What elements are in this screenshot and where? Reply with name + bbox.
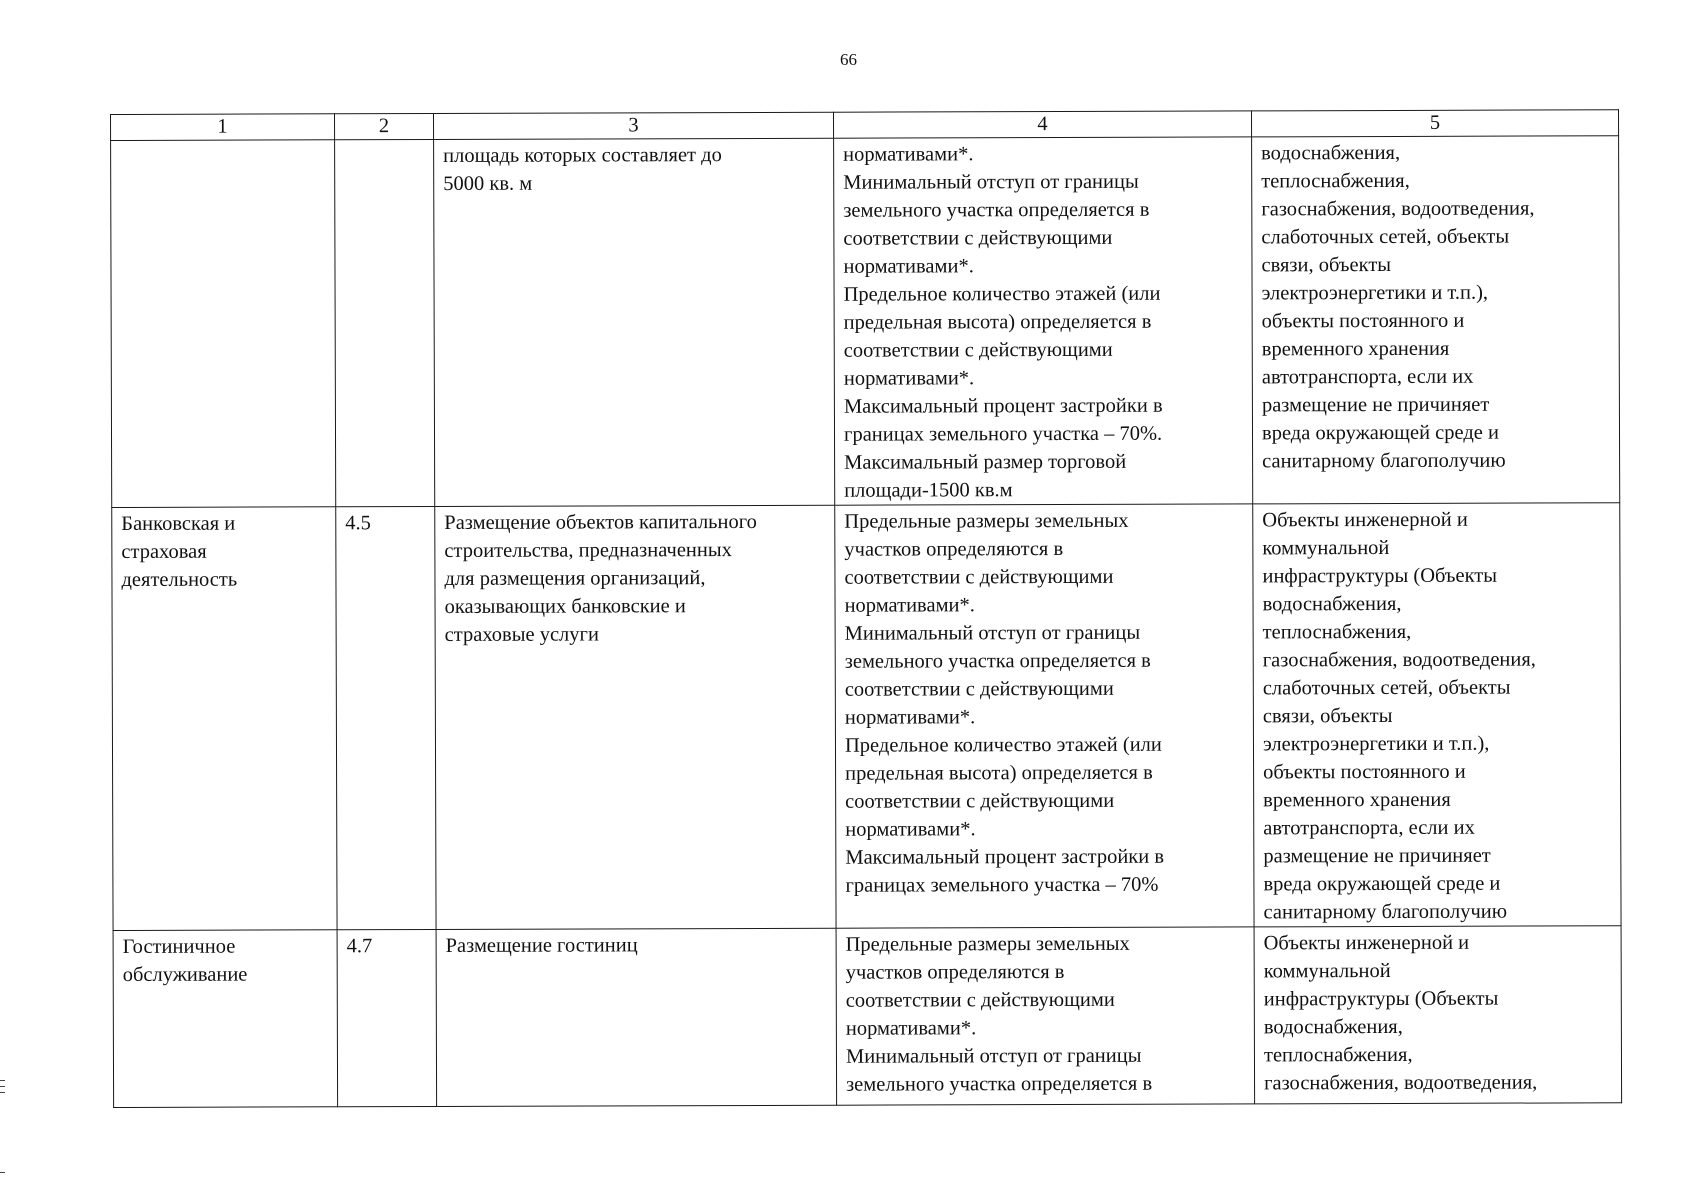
cell-text-line: Минимальный отступ от границы xyxy=(844,621,1141,645)
cell-text-line: водоснабжения, xyxy=(1262,592,1402,616)
margin-mark xyxy=(0,1080,5,1081)
cell-text-line: предельная высота) определяется в xyxy=(845,761,1153,785)
cell-text-line: земельного участка определяется в xyxy=(846,1072,1153,1096)
land-use-table xyxy=(110,109,1622,1108)
cell-text-line: водоснабжения, xyxy=(1263,1015,1403,1039)
cell-text-line: электроэнергетики и т.п.), xyxy=(1262,732,1490,756)
cell-text-line: Размещение гостиниц xyxy=(445,934,638,957)
cell-text-line: нормативами*. xyxy=(843,255,974,278)
cell-text-line: нормативами*. xyxy=(843,143,974,166)
cell-text-line: Максимальный процент застройки в xyxy=(843,394,1163,418)
land-use-parameters-cell xyxy=(836,927,1255,1105)
column-header-2: 2 xyxy=(335,113,434,139)
cell-text-line: Банковская и xyxy=(121,512,236,535)
cell-text-line: инфраструктуры (Объекты xyxy=(1263,987,1499,1011)
column-header-3: 3 xyxy=(433,112,833,139)
cell-text-line: слаботочных сетей, объекты xyxy=(1262,676,1511,700)
cell-text-line: земельного участка определяется в xyxy=(843,198,1150,222)
cell-text-line: строительства, предназначенных xyxy=(444,539,732,562)
cell-text-line: обслуживание xyxy=(122,963,248,986)
cell-text-line: Гостиничное xyxy=(122,935,236,958)
cell-text-line: Максимальный процент застройки в xyxy=(845,845,1165,869)
cell-text-line: автотранспорта, если их xyxy=(1261,365,1474,389)
cell-text-line: газоснабжения, водоотведения, xyxy=(1262,648,1536,672)
land-use-parameters-cell xyxy=(835,504,1254,928)
cell-text-line: теплоснабжения, xyxy=(1262,620,1412,644)
table-row xyxy=(113,926,1622,1108)
land-use-description-cell xyxy=(436,928,837,1106)
cell-text-line: нормативами*. xyxy=(845,818,976,841)
land-use-description-cell xyxy=(435,505,836,929)
cell-text-line: газоснабжения, водоотведения, xyxy=(1261,197,1535,221)
cell-text-line: Размещение объектов капитального xyxy=(444,510,757,534)
cell-text-line: оказывающих банковские и xyxy=(444,595,686,618)
cell-text-line: деятельность xyxy=(121,568,238,591)
cell-text-line: санитарному благополучию xyxy=(1262,449,1506,473)
margin-mark xyxy=(0,1086,5,1087)
cell-text-line: соответствии с действующими xyxy=(844,677,1114,701)
land-use-name-cell xyxy=(113,930,338,1108)
cell-text-line: теплоснабжения, xyxy=(1261,169,1410,193)
cell-text-line: Максимальный размер торговой xyxy=(844,450,1127,474)
column-header-5: 5 xyxy=(1251,110,1618,137)
land-use-description-cell xyxy=(434,138,835,506)
cell-text-line: страховая xyxy=(121,540,207,563)
cell-text: 4.7 xyxy=(346,935,373,958)
land-use-name-cell xyxy=(112,507,337,931)
cell-text-line: санитарному благополучию xyxy=(1263,900,1508,924)
cell-text-line: вреда окружающей среде и xyxy=(1261,421,1499,445)
table-row xyxy=(112,503,1621,931)
cell-text-line: связи, объекты xyxy=(1262,704,1393,728)
table-row xyxy=(111,136,1620,508)
land-use-auxiliary-cell xyxy=(1253,503,1621,927)
cell-text-line: коммунальной xyxy=(1262,536,1390,560)
cell-text-line: временного хранения xyxy=(1261,337,1450,361)
cell-text-line: коммунальной xyxy=(1263,959,1391,983)
cell-text-line: вреда окружающей среде и xyxy=(1263,872,1501,896)
cell-text-line: страховые услуги xyxy=(444,623,599,646)
margin-mark xyxy=(0,1172,5,1173)
cell-text-line: соответствии с действующими xyxy=(845,988,1115,1012)
cell-text-line: соответствии с действующими xyxy=(843,338,1113,362)
cell-text-line: Минимальный отступ от границы xyxy=(843,170,1139,194)
land-use-code-cell xyxy=(337,929,437,1106)
cell-text-line: автотранспорта, если их xyxy=(1263,816,1475,840)
cell-text-line: газоснабжения, водоотведения, xyxy=(1264,1071,1538,1095)
cell-text-line: слаботочных сетей, объекты xyxy=(1261,225,1510,249)
cell-text-line: Предельные размеры земельных xyxy=(844,509,1129,533)
land-use-code-cell xyxy=(335,139,435,506)
cell-text-line: соответствии с действующими xyxy=(843,226,1113,250)
page-number: 66 xyxy=(840,50,857,69)
cell-text-line: Предельное количество этажей (или xyxy=(843,282,1161,306)
cell-text-line: Минимальный отступ от границы xyxy=(845,1044,1142,1068)
land-use-auxiliary-cell xyxy=(1252,136,1620,504)
cell-text-line: соответствии с действующими xyxy=(844,565,1114,589)
margin-mark xyxy=(0,1092,5,1093)
cell-text-line: Предельное количество этажей (или xyxy=(844,733,1162,757)
cell-text-line: временного хранения xyxy=(1263,788,1451,812)
cell-text-line: размещение не причиняет xyxy=(1261,393,1490,417)
cell-text-line: Объекты инженерной и xyxy=(1263,931,1470,955)
cell-text-line: земельного участка определяется в xyxy=(844,649,1151,673)
cell-text-line: Предельные размеры земельных xyxy=(845,932,1130,956)
land-use-name-cell xyxy=(111,140,336,508)
cell-text-line: нормативами*. xyxy=(844,706,976,729)
land-use-parameters-cell xyxy=(834,137,1253,505)
cell-text-line: участков определяются в xyxy=(844,538,1064,561)
cell-text-line: нормативами*. xyxy=(844,594,975,617)
cell-text-line: связи, объекты xyxy=(1261,253,1392,277)
column-header-4: 4 xyxy=(833,111,1251,138)
cell-text-line: предельная высота) определяется в xyxy=(843,310,1152,334)
cell-text-line: площади-1500 кв.м xyxy=(844,479,1013,502)
cell-text-line: размещение не причиняет xyxy=(1263,844,1491,868)
cell-text-line: для размещения организаций, xyxy=(444,567,706,590)
cell-text-line: нормативами*. xyxy=(845,1017,977,1040)
cell-text-line: площадь которых составляет до xyxy=(443,144,722,167)
cell-text-line: 5000 кв. м xyxy=(443,172,533,195)
cell-text-line: Объекты инженерной и xyxy=(1262,508,1468,532)
land-use-code-cell xyxy=(336,506,436,929)
cell-text-line: границах земельного участка – 70% xyxy=(845,873,1159,897)
cell-text-line: водоснабжения, xyxy=(1261,141,1401,165)
cell-text-line: объекты постоянного и xyxy=(1263,760,1466,784)
column-header-1: 1 xyxy=(111,114,335,141)
cell-text-line: электроэнергетики и т.п.), xyxy=(1261,281,1489,305)
cell-text-line: объекты постоянного и xyxy=(1261,309,1465,333)
cell-text: 4.5 xyxy=(345,512,371,535)
cell-text-line: участков определяются в xyxy=(845,961,1065,984)
cell-text-line: инфраструктуры (Объекты xyxy=(1262,564,1498,588)
land-use-auxiliary-cell xyxy=(1254,926,1622,1104)
cell-text-line: соответствии с действующими xyxy=(845,789,1115,813)
cell-text-line: теплоснабжения, xyxy=(1263,1043,1413,1067)
cell-text-line: границах земельного участка – 70%. xyxy=(843,422,1163,446)
cell-text-line: нормативами*. xyxy=(843,367,975,390)
